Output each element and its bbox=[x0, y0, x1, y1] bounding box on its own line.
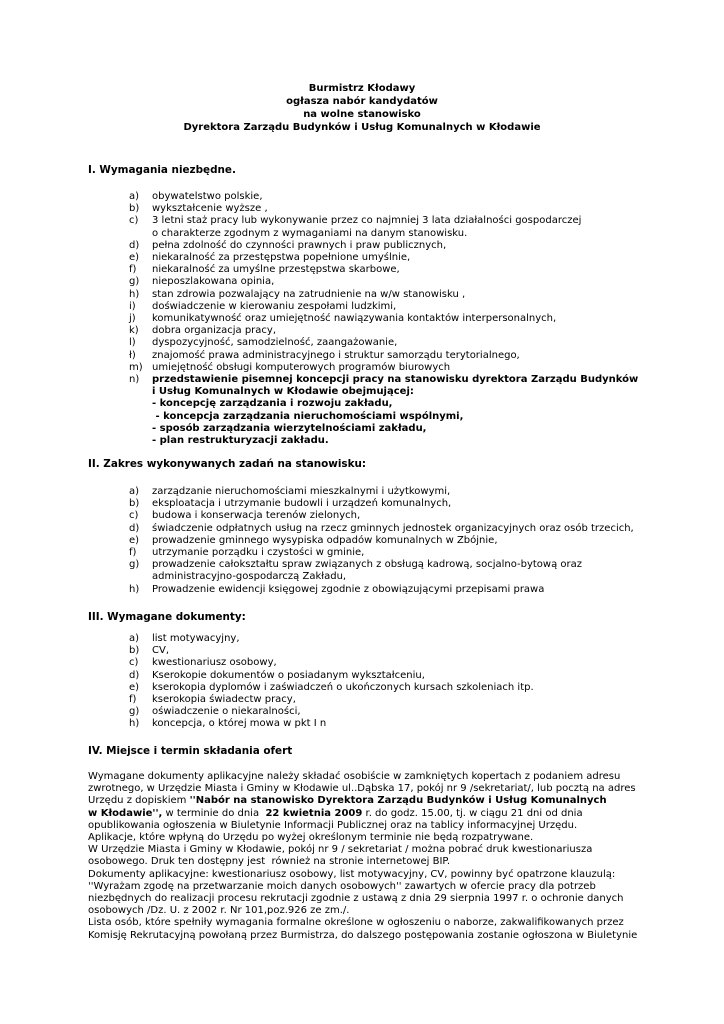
section-1-heading: I. Wymagania niezbędne. bbox=[88, 164, 236, 176]
list-item: f) niekaralność za umyślne przestępstwa skarbowe, bbox=[129, 264, 400, 276]
announcement-header bbox=[0, 82, 724, 134]
list-item: f) kserokopia świadectw pracy, bbox=[129, 694, 296, 706]
section-2-list bbox=[129, 486, 634, 596]
list-item: a) list motywacyjny, bbox=[129, 633, 240, 644]
list-item: g) oświadczenie o niekaralności, bbox=[129, 706, 301, 718]
list-item: e) prowadzenie gminnego wysypiska odpadów komunalnych w Zbójnie, bbox=[129, 534, 498, 546]
list-item: h) Prowadzenie ewidencji księgowej zgodnie z obowiązującymi przepisami prawa bbox=[129, 583, 545, 595]
list-item: c) budowa i konserwacja terenów zielonych, bbox=[129, 510, 361, 522]
section-1-list bbox=[129, 191, 638, 447]
list-item: i) doświadczenie w kierowaniu zespołami ludzkimi, bbox=[129, 300, 397, 312]
list-item: b) eksploatacja i utrzymanie budowli i urządzeń komunalnych, bbox=[129, 498, 452, 510]
list-item: m) umiejętność obsługi komputerowych programów biurowych bbox=[129, 361, 451, 373]
header-line-2: ogłasza nabór kandydatów bbox=[286, 96, 438, 107]
section-2-heading: II. Zakres wykonywanych zadań na stanowisku: bbox=[88, 458, 367, 470]
list-item: e) kserokopia dyplomów i zaświadczeń o ukończonych kursach szkoleniach itp. bbox=[129, 681, 534, 693]
list-item: a) obywatelstwo polskie, bbox=[129, 191, 263, 202]
header-line-1: Burmistrz Kłodawy bbox=[308, 83, 416, 94]
list-item: a) zarządzanie nieruchomościami mieszkalnymi i użytkowymi, bbox=[129, 486, 451, 497]
section-4-heading: IV. Miejsce i termin składania ofert bbox=[88, 745, 293, 757]
list-item: g) prowadzenie całokształtu spraw związanych z obsługą kadrową, socjalno-bytową oraz administracyjno-gospodarczą Zakładu, bbox=[129, 559, 583, 583]
list-item: b) CV, bbox=[129, 645, 170, 657]
list-item: l) dyspozycyjność, samodzielność, zaangażowanie, bbox=[129, 337, 398, 349]
list-item: d) świadczenie odpłatnych usług na rzecz gminnych jednostek organizacyjnych oraz osób trzecich, bbox=[129, 522, 634, 534]
header-line-3: na wolne stanowisko bbox=[303, 109, 421, 120]
list-item: f) utrzymanie porządku i czystości w gminie, bbox=[129, 547, 365, 559]
section-4-paragraph: Wymagane dokumenty aplikacyjne należy składać osobiście w zamkniętych kopertach z podaniem adresu zwrotnego, w Urzędzie Miasta i Gminy w Kłodawie ul..Dąbska 17, pokój nr 9 /sekretariat/, lub pocztą na adres Urzędu z dopiskiem ''Nabór na stanowisko Dyrektora Zarządu Budynków i Usług Komunalnych w Kłodawie'', w terminie do dnia 22 kwietnia 2009 r. do godz. 15.00, tj. w ciągu 21 dni od dnia opublikowania ogłoszenia w Biuletynie Informacji Publicznej oraz na tablicy informacyjnej Urzędu. Aplikacje, które wpłyną do Urzędu po wyżej określonym terminie nie będą rozpatrywane. W Urzędzie Miasta i Gminy w Kłodawie, pokój nr 9 / sekretariat / można pobrać druk kwestionariusza osobowego. Druk ten dostępny jest również na stronie internetowej BIP. Dokumenty aplikacyjne: kwestionariusz osobowy, list motywacyjny, CV, powinny być opatrzone klauzulą: ''Wyrażam zgodę na przetwarzanie moich danych osobowych'' zawartych w ofercie pracy dla potrzeb niezbędnych do realizacji procesu rekrutacji zgodnie z ustawą z dnia 29 sierpnia 1997 r. o ochronie danych osobowych /Dz. U. z 2002 r. Nr 101,poz.926 ze zm./. Lista osób, które spełniły wymagania formalne określone w ogłoszeniu o naborze, zakwalifikowanych przez Komisję Rekrutacyjną powołaną przez Burmistrza, do dalszego postępowania zostanie ogłoszona w Biuletynie bbox=[88, 771, 638, 941]
list-item: h) koncepcja, o której mowa w pkt I n bbox=[129, 718, 327, 730]
list-item: ł) znajomość prawa administracyjnego i struktur samorządu terytorialnego, bbox=[129, 349, 520, 361]
section-3-heading: III. Wymagane dokumenty: bbox=[88, 611, 246, 623]
header-line-4: Dyrektora Zarządu Budynków i Usług Komunalnych w Kłodawie bbox=[183, 122, 541, 133]
list-item: g) nieposzlakowana opinia, bbox=[129, 276, 275, 288]
list-item: d) pełna zdolność do czynności prawnych i praw publicznych, bbox=[129, 239, 447, 251]
list-item: c) 3 letni staż pracy lub wykonywanie przez co najmniej 3 lata działalności gospodarczej o charakterze zgodnym z wymaganiami na danym stanowisku. bbox=[129, 215, 582, 239]
list-item: b) wykształcenie wyższe , bbox=[129, 203, 268, 215]
list-item: c) kwestionariusz osobowy, bbox=[129, 657, 277, 669]
section-3-list bbox=[129, 633, 534, 731]
list-item: k) dobra organizacja pracy, bbox=[129, 325, 277, 337]
list-item-concept: n) przedstawienie pisemnej koncepcji pracy na stanowisku dyrektora Zarządu Budynków i Usług Komunalnych w Kłodawie obejmującej: - koncepcję zarządzania i rozwoju zakładu, - koncepcja zarządzania nieruchomościami wspólnymi, - sposób zarządzania wierzytelnościami zakładu, - plan restrukturyzacji zakładu. bbox=[129, 374, 639, 447]
list-item: h) stan zdrowia pozwalający na zatrudnienie na w/w stanowisku , bbox=[129, 288, 466, 300]
list-item: e) niekaralność za przestępstwa popełnione umyślnie, bbox=[129, 252, 411, 264]
list-item: j) komunikatywność oraz umiejętność nawiązywania kontaktów interpersonalnych, bbox=[129, 313, 557, 325]
list-item: d) Kserokopie dokumentów o posiadanym wykształceniu, bbox=[129, 669, 425, 681]
